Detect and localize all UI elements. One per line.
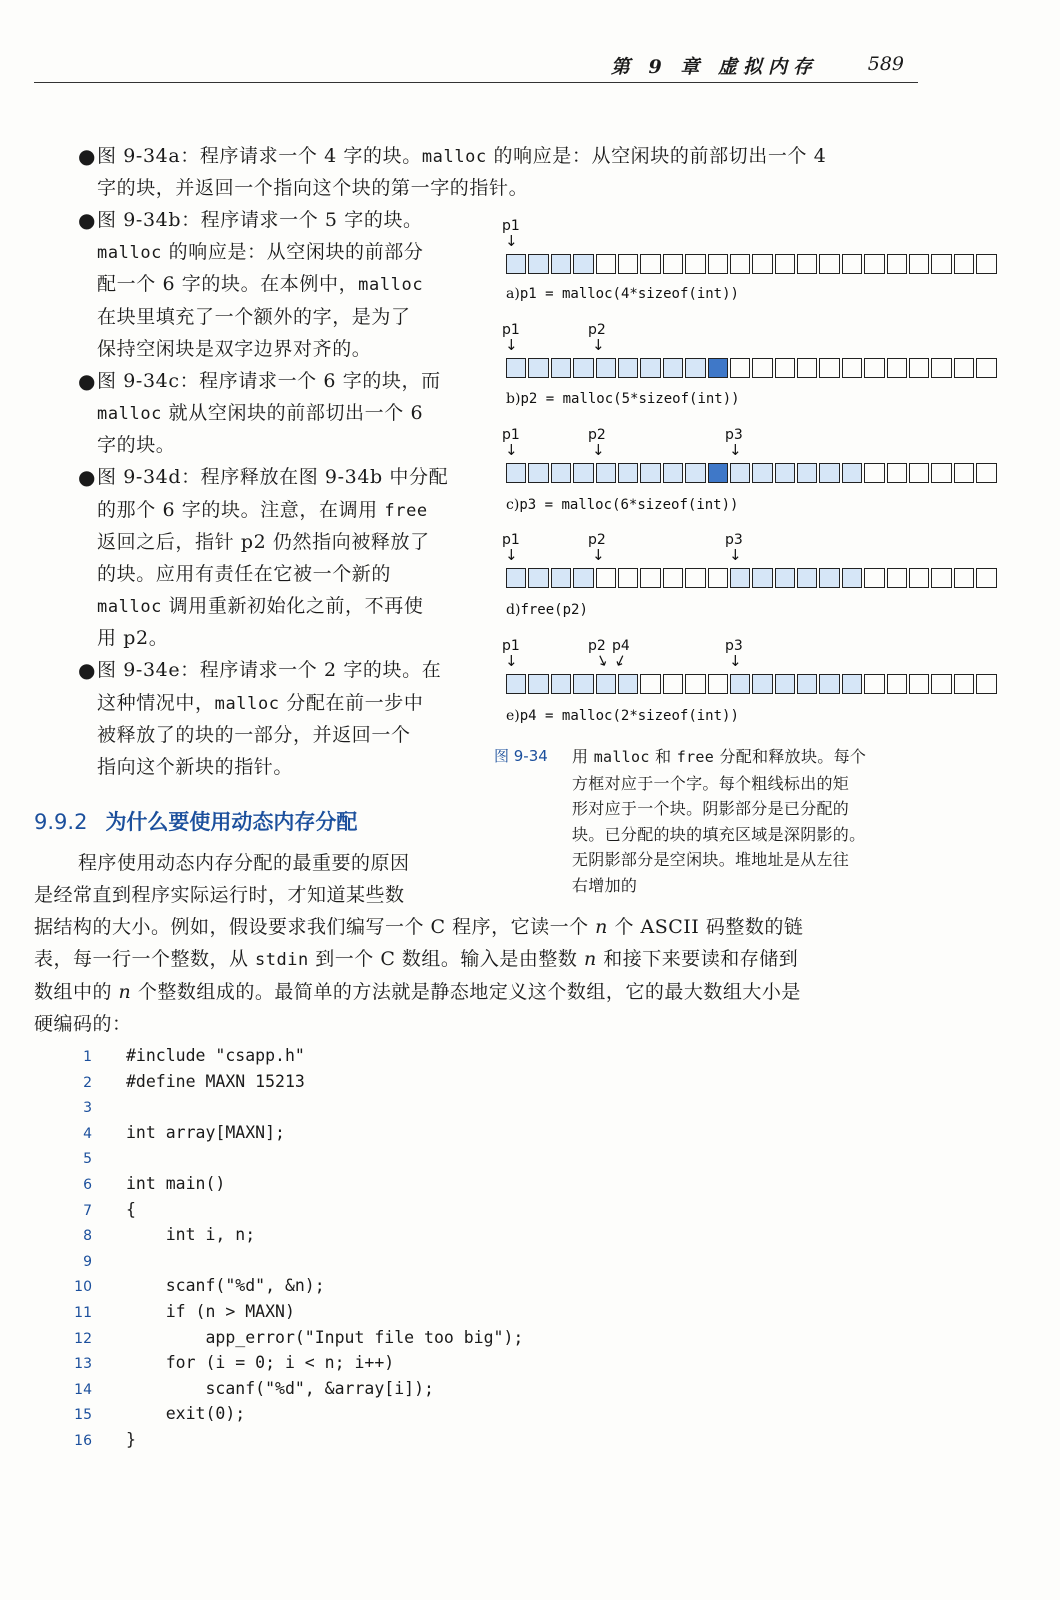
- allocated-word-cell: [618, 463, 638, 483]
- pointer-label-p2: p2: [588, 322, 606, 338]
- allocated-word-cell: [685, 358, 705, 378]
- paragraph-line-5: 数组中的 n 个整数组成的。最简单的方法就是静态地定义这个数组，它的最大数组大小是: [34, 981, 801, 1003]
- caption-line: 块。已分配的块的填充区域是深阴影的。: [572, 824, 866, 844]
- allocated-word-cell: [663, 358, 683, 378]
- allocated-word-cell: [506, 674, 526, 694]
- free-word-cell: [752, 254, 772, 274]
- free-word-cell: [730, 358, 750, 378]
- free-word-cell: [909, 568, 929, 588]
- bullet-dot: ●: [78, 369, 96, 393]
- heap-row-a: [506, 254, 999, 276]
- allocated-word-cell: [528, 674, 548, 694]
- bullet-d-line-3: 返回之后，指针 p2 仍然指向被释放了: [97, 531, 430, 553]
- pointer-label-p2: p2: [588, 638, 606, 654]
- bullet-dot: ●: [78, 465, 96, 489]
- allocated-word-cell: [551, 463, 571, 483]
- free-word-cell: [887, 568, 907, 588]
- code-line: 7 {: [83, 1199, 136, 1219]
- free-word-cell: [931, 254, 951, 274]
- free-word-cell: [931, 568, 951, 588]
- bullet-d-line-1: 图 9-34d：程序释放在图 9-34b 中分配: [97, 466, 449, 488]
- free-word-cell: [663, 568, 683, 588]
- allocated-word-cell: [551, 674, 571, 694]
- allocated-word-cell: [573, 674, 593, 694]
- pointer-label-p1: p1: [502, 427, 520, 443]
- allocated-word-cell: [528, 463, 548, 483]
- free-word-cell: [797, 254, 817, 274]
- pointer-label-p3: p3: [725, 427, 743, 443]
- pointer-arrow: ↓: [729, 546, 742, 564]
- code-line: 9: [83, 1253, 92, 1270]
- bullet-e-line-4: 指向这个新块的指针。: [97, 756, 294, 778]
- code-line: 13 for (i = 0; i < n; i++): [74, 1353, 395, 1373]
- free-word-cell: [931, 463, 951, 483]
- allocated-word-cell: [797, 674, 817, 694]
- pointer-label-p1: p1: [502, 322, 520, 338]
- free-word-cell: [685, 254, 705, 274]
- allocated-word-cell: [797, 568, 817, 588]
- free-word-cell: [909, 463, 929, 483]
- pointer-arrow: ↓: [729, 652, 742, 670]
- allocated-word-cell: [819, 463, 839, 483]
- free-word-cell: [887, 358, 907, 378]
- allocated-word-cell: [752, 674, 772, 694]
- free-word-cell: [842, 358, 862, 378]
- free-word-cell: [931, 674, 951, 694]
- caption-line: 形对应于一个块。阴影部分是已分配的: [572, 799, 850, 818]
- figure-row-label-b: b)p2 = malloc(5*sizeof(int)): [506, 391, 740, 407]
- allocated-word-cell: [596, 358, 616, 378]
- free-word-cell: [954, 568, 974, 588]
- allocated-word-cell: [775, 568, 795, 588]
- allocated-word-cell: [730, 674, 750, 694]
- free-word-cell: [954, 674, 974, 694]
- figure-number: 图 9-34: [494, 747, 548, 765]
- paragraph-line-2: 是经常直到程序实际运行时，才知道某些数: [34, 884, 405, 906]
- bullet-b-line-2: malloc 的响应是：从空闲块的前部分: [97, 241, 424, 263]
- bullet-dot: ●: [78, 658, 96, 682]
- allocated-word-cell: [618, 358, 638, 378]
- free-word-cell: [708, 674, 728, 694]
- bullet-dot: ●: [78, 208, 96, 232]
- allocated-word-cell: [842, 674, 862, 694]
- free-word-cell: [663, 674, 683, 694]
- free-word-cell: [976, 674, 996, 694]
- caption-line: 用 malloc 和 free 分配和释放块。每个: [572, 747, 867, 766]
- free-word-cell: [663, 254, 683, 274]
- pointer-arrow: ↓: [505, 652, 518, 670]
- running-header: [34, 52, 918, 83]
- free-word-cell: [797, 358, 817, 378]
- paragraph-line-1: 程序使用动态内存分配的最重要的原因: [78, 852, 410, 874]
- free-word-cell: [864, 674, 884, 694]
- free-word-cell: [819, 358, 839, 378]
- bullet-d-line-6: 用 p2。: [97, 627, 169, 649]
- pointer-arrow: ↓: [505, 336, 518, 354]
- free-word-cell: [909, 674, 929, 694]
- free-word-cell: [640, 254, 660, 274]
- allocated-word-cell: [596, 674, 616, 694]
- code-line: 10 scanf("%d", &n);: [74, 1276, 325, 1296]
- figure-row-label-e: e)p4 = malloc(2*sizeof(int)): [506, 708, 739, 724]
- free-word-cell: [842, 254, 862, 274]
- allocated-word-cell: [573, 254, 593, 274]
- allocated-word-cell: [752, 463, 772, 483]
- code-line: 4 int array[MAXN];: [83, 1122, 285, 1142]
- bullet-b-line-4: 在块里填充了一个额外的字，是为了: [97, 306, 411, 328]
- free-word-cell: [887, 254, 907, 274]
- allocated-word-cell: [506, 254, 526, 274]
- section-heading: [34, 806, 357, 836]
- allocated-word-cell: [596, 463, 616, 483]
- free-word-cell: [596, 254, 616, 274]
- free-word-cell: [685, 674, 705, 694]
- code-line: 5: [83, 1151, 92, 1168]
- free-word-cell: [640, 674, 660, 694]
- bullet-a-line-1: 图 9-34a：程序请求一个 4 字的块。malloc 的响应是：从空闲块的前部切出一个 4: [97, 145, 827, 167]
- pointer-arrow: ↓: [729, 441, 742, 459]
- heap-row-c: [506, 463, 999, 485]
- free-word-cell: [618, 254, 638, 274]
- chapter-title: 第 9 章 虚拟内存: [610, 56, 818, 78]
- bullet-d-line-2: 的那个 6 字的块。注意，在调用 free: [97, 499, 428, 521]
- free-word-cell: [976, 358, 996, 378]
- allocated-word-cell: [528, 358, 548, 378]
- free-word-cell: [887, 463, 907, 483]
- code-line: 14 scanf("%d", &array[i]);: [74, 1378, 434, 1398]
- caption-line: 右增加的: [572, 875, 638, 895]
- bullet-e-line-1: 图 9-34e：程序请求一个 2 字的块。在: [97, 659, 442, 681]
- pointer-label-p4: p4: [612, 638, 630, 654]
- free-word-cell: [954, 358, 974, 378]
- pointer-arrow: ↓: [505, 441, 518, 459]
- allocated-word-cell: [819, 674, 839, 694]
- padding-word-cell: [708, 463, 728, 483]
- section-number: 9.9.2: [34, 810, 88, 834]
- bullet-b-line-5: 保持空闲块是双字边界对齐的。: [97, 338, 372, 360]
- free-word-cell: [954, 463, 974, 483]
- allocated-word-cell: [573, 358, 593, 378]
- pointer-label-p1: p1: [502, 218, 520, 234]
- allocated-word-cell: [842, 463, 862, 483]
- free-word-cell: [954, 254, 974, 274]
- free-word-cell: [864, 254, 884, 274]
- code-line: 12 app_error("Input file too big");: [74, 1327, 524, 1347]
- pointer-arrow: ↓: [505, 232, 518, 250]
- bullet-d-line-5: malloc 调用重新初始化之前，不再使: [97, 595, 424, 617]
- free-word-cell: [640, 568, 660, 588]
- pointer-label-p1: p1: [502, 532, 520, 548]
- free-word-cell: [730, 254, 750, 274]
- allocated-word-cell: [528, 568, 548, 588]
- paragraph-line-4: 表，每一行一个整数，从 stdin 到一个 C 数组。输入是由整数 n 和接下来要读和存储到: [34, 948, 799, 970]
- caption-text: [572, 744, 918, 898]
- pointer-arrow: ↓: [610, 650, 630, 672]
- allocated-word-cell: [775, 463, 795, 483]
- pointer-arrow: ↓: [592, 546, 605, 564]
- pointer-label-p2: p2: [588, 532, 606, 548]
- allocated-word-cell: [752, 568, 772, 588]
- paragraph-line-3: 据结构的大小。例如，假设要求我们编写一个 C 程序，它读一个 n 个 ASCII 码整数的链: [34, 916, 804, 938]
- bullet-c-line-1: 图 9-34c：程序请求一个 6 字的块，而: [97, 370, 441, 392]
- heap-row-d: [506, 568, 999, 590]
- allocated-word-cell: [640, 358, 660, 378]
- figure-row-label-a: a)p1 = malloc(4*sizeof(int)): [506, 286, 739, 302]
- pointer-arrow: ↓: [592, 441, 605, 459]
- free-word-cell: [931, 358, 951, 378]
- free-word-cell: [864, 463, 884, 483]
- bullet-d-line-4: 的块。应用有责任在它被一个新的: [97, 563, 392, 585]
- allocated-word-cell: [506, 568, 526, 588]
- free-word-cell: [618, 568, 638, 588]
- bullet-b-line-3: 配一个 6 字的块。在本例中，malloc: [97, 273, 424, 295]
- allocated-word-cell: [730, 463, 750, 483]
- free-word-cell: [775, 358, 795, 378]
- free-word-cell: [596, 568, 616, 588]
- allocated-word-cell: [842, 568, 862, 588]
- allocated-word-cell: [551, 358, 571, 378]
- free-word-cell: [708, 568, 728, 588]
- allocated-word-cell: [573, 463, 593, 483]
- free-word-cell: [976, 254, 996, 274]
- allocated-word-cell: [506, 358, 526, 378]
- bullet-c-line-3: 字的块。: [97, 434, 176, 456]
- code-line: 11 if (n > MAXN): [74, 1302, 295, 1321]
- allocated-word-cell: [551, 254, 571, 274]
- figure-9-34: [490, 216, 930, 736]
- bullet-c-line-2: malloc 就从空闲块的前部切出一个 6: [97, 402, 424, 424]
- free-word-cell: [887, 674, 907, 694]
- allocated-word-cell: [797, 463, 817, 483]
- allocated-word-cell: [506, 463, 526, 483]
- figure-row-label-c: c)p3 = malloc(6*sizeof(int)): [506, 497, 739, 513]
- allocated-word-cell: [685, 463, 705, 483]
- section-title: 为什么要使用动态内存分配: [105, 810, 358, 834]
- padding-word-cell: [708, 358, 728, 378]
- allocated-word-cell: [730, 568, 750, 588]
- free-word-cell: [976, 463, 996, 483]
- paragraph-line-6: 硬编码的：: [34, 1013, 132, 1035]
- code-line: 15 exit(0);: [74, 1404, 246, 1424]
- free-word-cell: [775, 254, 795, 274]
- allocated-word-cell: [528, 254, 548, 274]
- free-word-cell: [752, 358, 772, 378]
- bullet-a-line-2: 字的块，并返回一个指向这个块的第一字的指针。: [97, 177, 529, 199]
- free-word-cell: [976, 568, 996, 588]
- free-word-cell: [864, 358, 884, 378]
- free-word-cell: [909, 254, 929, 274]
- pointer-label-p2: p2: [588, 427, 606, 443]
- allocated-word-cell: [551, 568, 571, 588]
- free-word-cell: [685, 568, 705, 588]
- code-line: 3: [83, 1100, 92, 1117]
- code-line: 2 #define MAXN 15213: [83, 1071, 305, 1091]
- allocated-word-cell: [775, 674, 795, 694]
- pointer-label-p3: p3: [725, 638, 743, 654]
- allocated-word-cell: [618, 674, 638, 694]
- bullet-dot: ●: [78, 144, 96, 168]
- pointer-arrow: ↓: [505, 546, 518, 564]
- free-word-cell: [909, 358, 929, 378]
- bullet-e-line-2: 这种情况中，malloc 分配在前一步中: [97, 692, 424, 714]
- code-line: 8 int i, n;: [83, 1225, 256, 1245]
- bullet-e-line-3: 被释放了的块的一部分，并返回一个: [97, 724, 411, 746]
- bullet-b-line-1: 图 9-34b：程序请求一个 5 字的块。: [97, 209, 423, 231]
- pointer-arrow: ↓: [592, 650, 612, 672]
- pointer-label-p1: p1: [502, 638, 520, 654]
- heap-row-e: [506, 674, 999, 696]
- code-line: 16 }: [74, 1430, 136, 1449]
- figure-row-label-d: d)free(p2): [506, 602, 588, 618]
- allocated-word-cell: [819, 568, 839, 588]
- allocated-word-cell: [573, 568, 593, 588]
- pointer-label-p3: p3: [725, 532, 743, 548]
- free-word-cell: [819, 254, 839, 274]
- pointer-arrow: ↓: [592, 336, 605, 354]
- free-word-cell: [708, 254, 728, 274]
- code-line: 1 #include "csapp.h": [83, 1046, 305, 1065]
- caption-line: 无阴影部分是空闲块。堆地址是从左往: [572, 850, 850, 869]
- page-number: 589: [867, 53, 904, 75]
- allocated-word-cell: [640, 463, 660, 483]
- code-line: 6 int main(): [83, 1174, 226, 1193]
- free-word-cell: [864, 568, 884, 588]
- caption-line: 方框对应于一个字。每个粗线标出的矩: [572, 773, 850, 793]
- heap-row-b: [506, 358, 999, 380]
- allocated-word-cell: [663, 463, 683, 483]
